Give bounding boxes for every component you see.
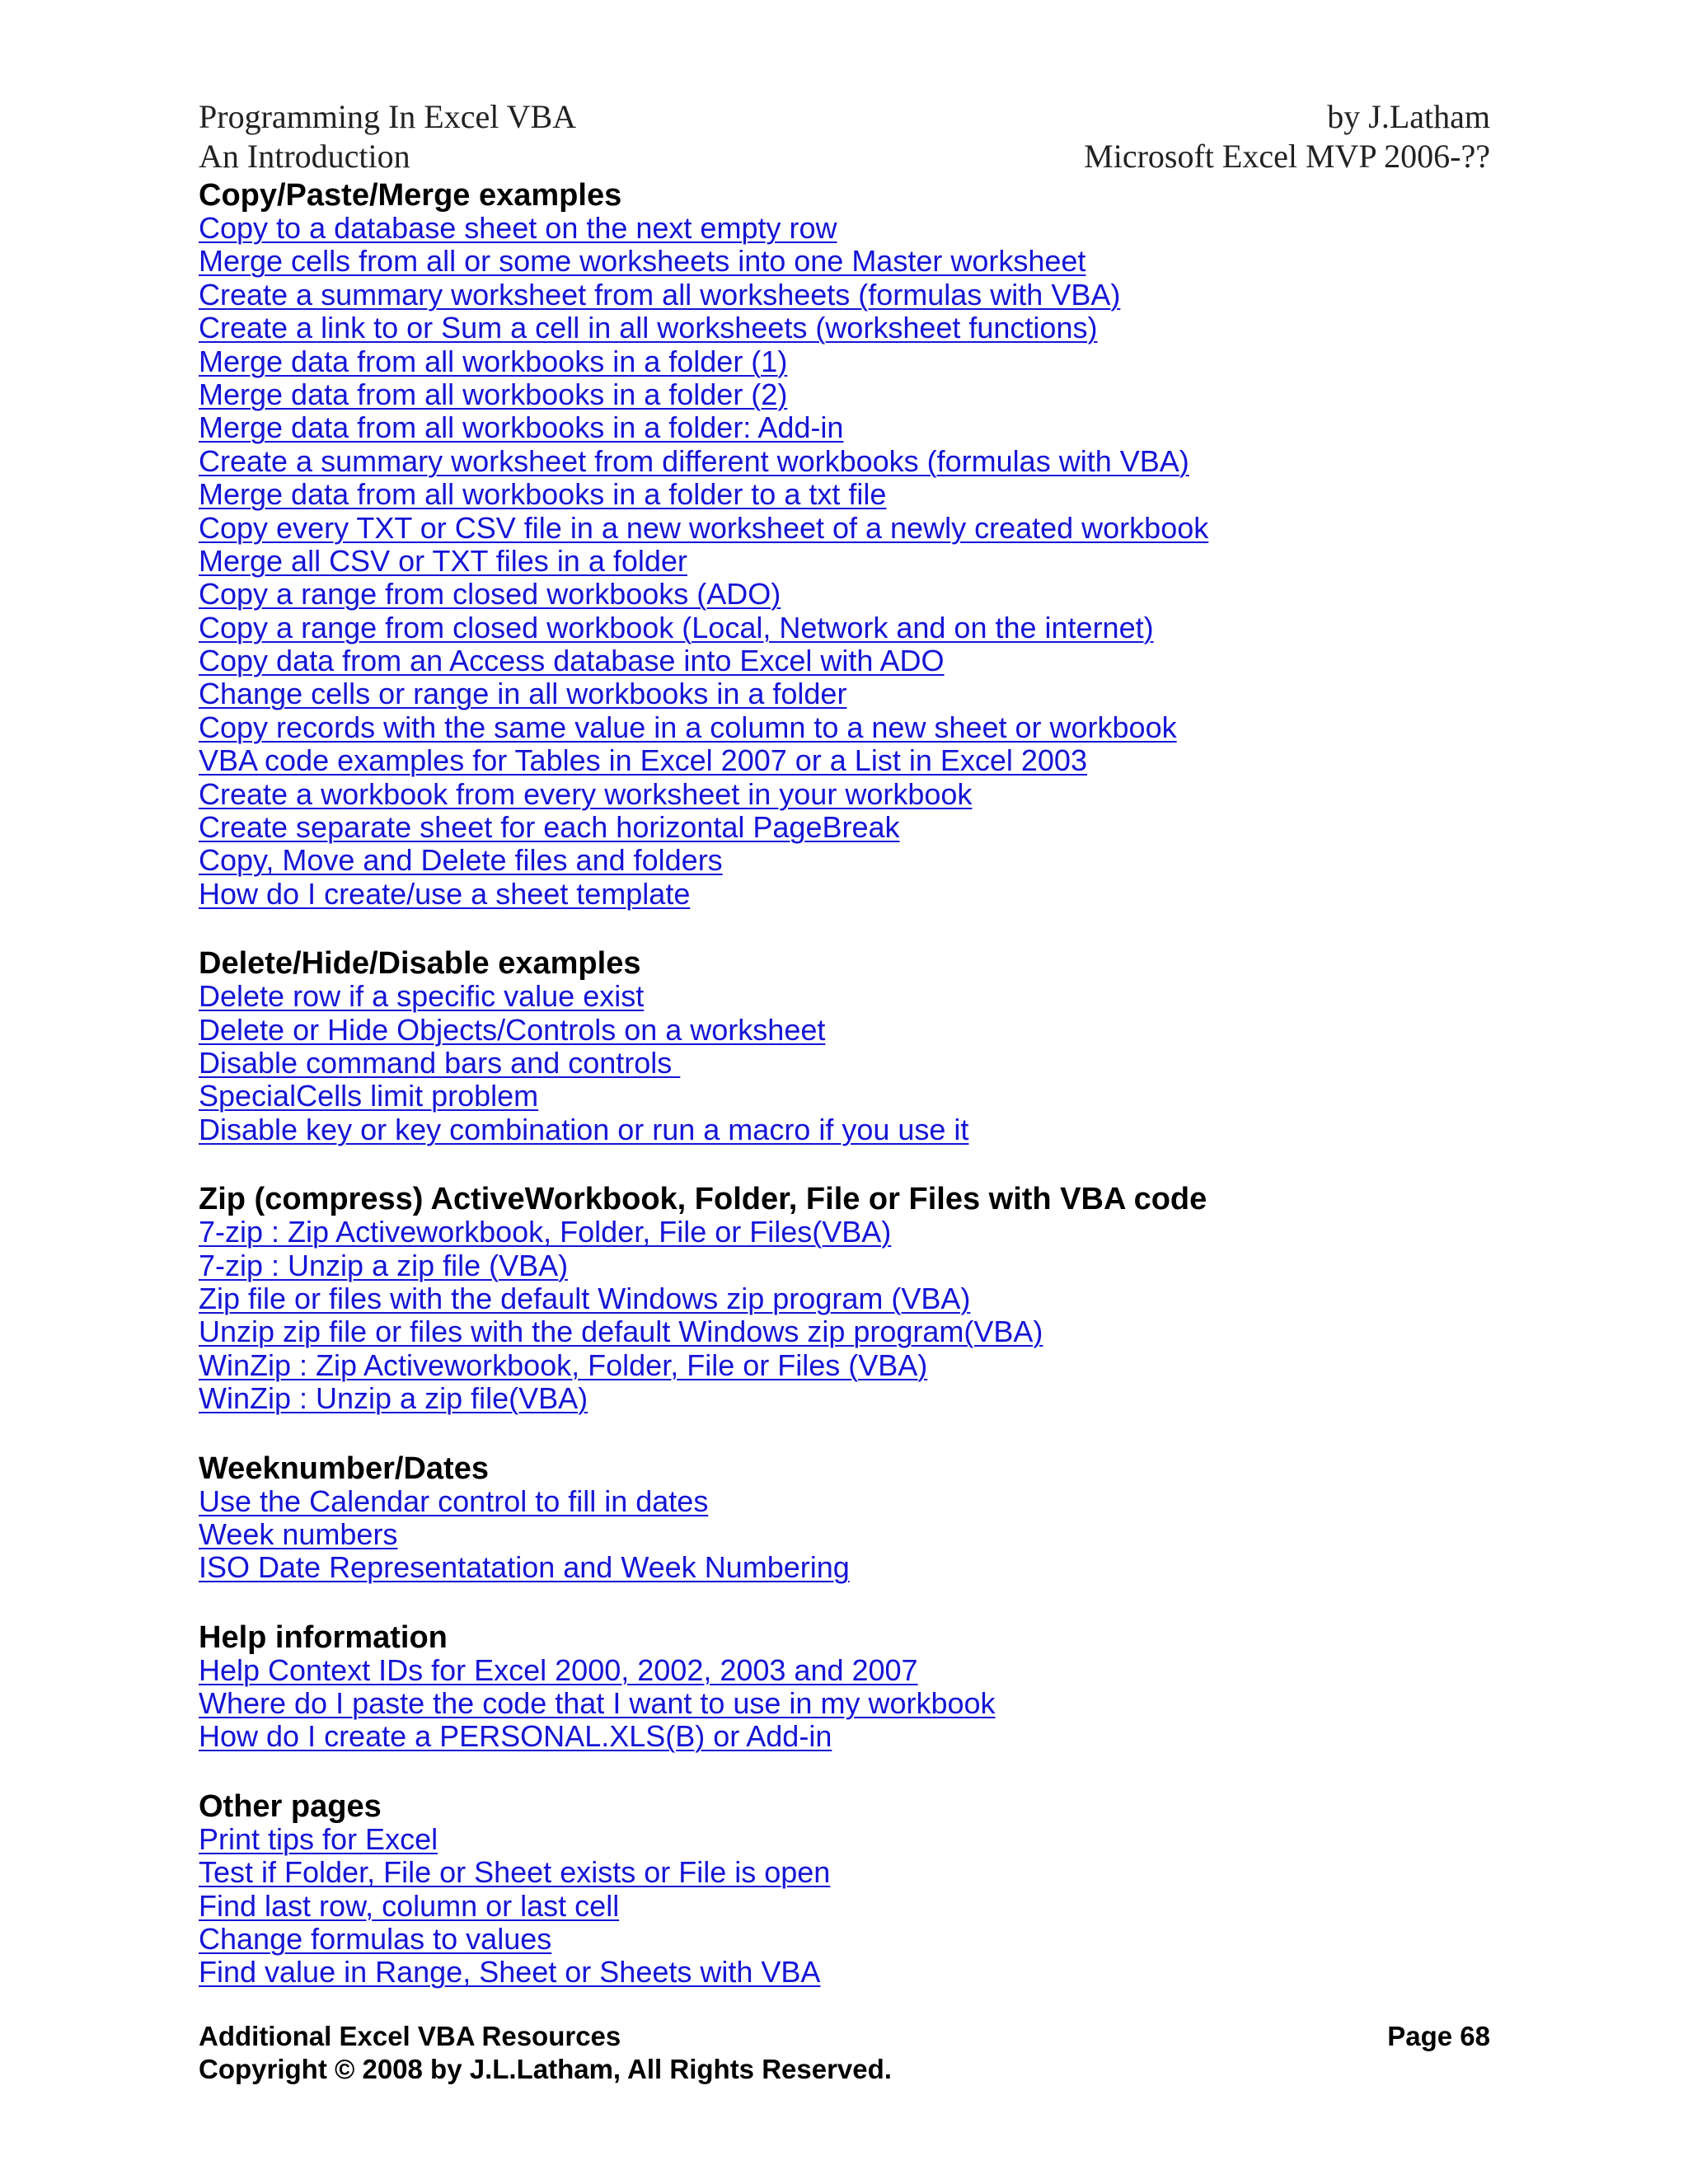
list-item <box>199 1823 1490 1856</box>
hyperlink[interactable]: Delete or Hide Objects/Controls on a worksheet <box>199 1012 826 1047</box>
hyperlink[interactable]: Merge data from all workbooks in a folder to a txt file <box>199 477 887 512</box>
hyperlink[interactable]: VBA code examples for Tables in Excel 2007 or a List in Excel 2003 <box>199 743 1087 778</box>
hyperlink[interactable]: Copy data from an Access database into Excel with ADO <box>199 644 945 678</box>
section <box>199 945 1490 1146</box>
section-heading: Weeknumber/Dates <box>199 1451 489 1486</box>
section-heading: Copy/Paste/Merge examples <box>199 178 622 213</box>
hyperlink[interactable]: Copy records with the same value in a column to a new sheet or workbook <box>199 710 1177 744</box>
hyperlink[interactable]: Merge cells from all or some worksheets into one Master worksheet <box>199 244 1086 279</box>
section-heading: Other pages <box>199 1788 382 1824</box>
hyperlink[interactable]: Find last row, column or last cell <box>199 1888 620 1923</box>
list-item <box>199 1047 1490 1080</box>
section-heading: Help information <box>199 1619 448 1655</box>
hyperlink[interactable]: Copy every TXT or CSV file in a new worksheet of a newly created workbook <box>199 510 1209 545</box>
page-number: Page 68 <box>1387 2021 1490 2051</box>
hyperlink[interactable]: WinZip : Unzip a zip file(VBA) <box>199 1381 588 1416</box>
hyperlink[interactable]: 7-zip : Unzip a zip file (VBA) <box>199 1248 569 1282</box>
author-line: by J.Latham <box>1327 98 1490 135</box>
list-item <box>199 378 1490 411</box>
hyperlink[interactable]: How do I create/use a sheet template <box>199 876 691 911</box>
list-item <box>199 644 1490 677</box>
page-header <box>199 97 1490 176</box>
footer-row-2 <box>199 2053 1490 2086</box>
section <box>199 177 1490 911</box>
page-footer <box>199 2020 1490 2086</box>
list-item <box>199 1382 1490 1415</box>
hyperlink[interactable]: Copy to a database sheet on the next empty row <box>199 211 837 245</box>
link-list <box>199 1823 1490 1990</box>
document-title: Programming In Excel VBA <box>199 98 577 135</box>
list-item <box>199 612 1490 644</box>
section <box>199 1788 1490 1990</box>
link-list <box>199 1216 1490 1415</box>
list-item <box>199 578 1490 611</box>
list-item <box>199 778 1490 811</box>
list-item <box>199 1216 1490 1249</box>
header-row-1 <box>199 97 1490 137</box>
section <box>199 1181 1490 1415</box>
hyperlink[interactable]: Create a summary worksheet from all worksheets (formulas with VBA) <box>199 277 1121 312</box>
author-credential: Microsoft Excel MVP 2006-?? <box>1084 138 1490 175</box>
hyperlink[interactable]: Use the Calendar control to fill in dates <box>199 1483 709 1518</box>
section <box>199 1451 1490 1585</box>
list-item <box>199 1249 1490 1282</box>
page-content <box>199 177 1490 2024</box>
hyperlink[interactable]: Merge data from all workbooks in a folder: Add-in <box>199 410 844 445</box>
link-list <box>199 980 1490 1146</box>
list-item <box>199 1485 1490 1518</box>
list-item <box>199 1014 1490 1047</box>
list-item <box>199 478 1490 511</box>
list-item <box>199 445 1490 478</box>
list-item <box>199 1720 1490 1753</box>
list-item <box>199 1856 1490 1889</box>
list-item <box>199 1654 1490 1687</box>
link-list <box>199 1485 1490 1585</box>
list-item <box>199 312 1490 344</box>
list-item <box>199 345 1490 378</box>
section-heading: Delete/Hide/Disable examples <box>199 946 641 982</box>
hyperlink[interactable]: Create a workbook from every worksheet in your workbook <box>199 776 973 811</box>
section <box>199 1619 1490 1754</box>
header-row-2 <box>199 137 1490 176</box>
hyperlink[interactable]: How do I create a PERSONAL.XLS(B) or Add-in <box>199 1719 832 1754</box>
hyperlink[interactable]: Merge data from all workbooks in a folder (2) <box>199 377 788 411</box>
hyperlink[interactable]: ISO Date Representatation and Week Numbering <box>199 1550 850 1585</box>
link-list <box>199 1654 1490 1754</box>
link-list <box>199 212 1490 911</box>
list-item <box>199 878 1490 911</box>
hyperlink[interactable]: Zip file or files with the default Windows zip program (VBA) <box>199 1281 971 1315</box>
hyperlink[interactable]: Unzip zip file or files with the default Windows zip program(VBA) <box>199 1315 1043 1349</box>
list-item <box>199 1956 1490 1989</box>
list-item <box>199 744 1490 777</box>
hyperlink[interactable]: Copy, Move and Delete files and folders <box>199 843 723 878</box>
list-item <box>199 1923 1490 1956</box>
hyperlink[interactable]: Disable key or key combination or run a macro if you use it <box>199 1112 969 1146</box>
copyright-notice: Copyright © 2008 by J.L.Latham, All Rights Reserved. <box>199 2054 892 2084</box>
hyperlink[interactable]: Week numbers <box>199 1516 398 1551</box>
footer-resources-label: Additional Excel VBA Resources <box>199 2021 621 2051</box>
hyperlink[interactable]: Find value in Range, Sheet or Sheets with VBA <box>199 1955 821 1990</box>
list-item <box>199 545 1490 578</box>
list-item <box>199 811 1490 844</box>
list-item <box>199 1315 1490 1348</box>
list-item <box>199 1551 1490 1584</box>
list-item <box>199 1349 1490 1382</box>
hyperlink[interactable]: Merge all CSV or TXT files in a folder <box>199 543 687 578</box>
hyperlink[interactable]: Where do I paste the code that I want to use in my workbook <box>199 1686 996 1721</box>
hyperlink[interactable]: SpecialCells limit problem <box>199 1079 539 1113</box>
hyperlink[interactable]: Disable command bars and controls <box>199 1045 681 1080</box>
hyperlink[interactable]: Merge data from all workbooks in a folder (1) <box>199 344 788 378</box>
list-item <box>199 1080 1490 1113</box>
hyperlink[interactable]: Change cells or range in all workbooks in a folder <box>199 677 847 711</box>
list-item <box>199 1282 1490 1315</box>
list-item <box>199 279 1490 312</box>
hyperlink[interactable]: 7-zip : Zip Activeworkbook, Folder, File or Files(VBA) <box>199 1215 892 1249</box>
hyperlink[interactable]: Create a link to or Sum a cell in all worksheets (worksheet functions) <box>199 311 1098 345</box>
list-item <box>199 980 1490 1013</box>
list-item <box>199 512 1490 545</box>
list-item <box>199 844 1490 877</box>
hyperlink[interactable]: Test if Folder, File or Sheet exists or File is open <box>199 1855 831 1890</box>
hyperlink[interactable]: Help Context IDs for Excel 2000, 2002, 2003 and 2007 <box>199 1652 918 1687</box>
hyperlink[interactable]: Print tips for Excel <box>199 1821 438 1856</box>
footer-row-1 <box>199 2020 1490 2053</box>
list-item <box>199 245 1490 278</box>
section-heading: Zip (compress) ActiveWorkbook, Folder, File or Files with VBA code <box>199 1182 1207 1217</box>
list-item <box>199 212 1490 245</box>
list-item <box>199 1113 1490 1146</box>
hyperlink[interactable]: Copy a range from closed workbooks (ADO) <box>199 577 781 612</box>
list-item <box>199 411 1490 444</box>
hyperlink[interactable]: WinZip : Zip Activeworkbook, Folder, File or Files (VBA) <box>199 1347 928 1382</box>
hyperlink[interactable]: Delete row if a specific value exist <box>199 979 645 1014</box>
list-item <box>199 677 1490 710</box>
hyperlink[interactable]: Change formulas to values <box>199 1922 552 1957</box>
list-item <box>199 1518 1490 1551</box>
hyperlink[interactable]: Create separate sheet for each horizontal PageBreak <box>199 810 900 845</box>
list-item <box>199 1890 1490 1923</box>
hyperlink[interactable]: Copy a range from closed workbook (Local, Network and on the internet) <box>199 610 1154 644</box>
hyperlink[interactable]: Create a summary worksheet from different workbooks (formulas with VBA) <box>199 443 1189 478</box>
list-item <box>199 711 1490 744</box>
list-item <box>199 1687 1490 1720</box>
document-subtitle: An Introduction <box>199 138 410 175</box>
